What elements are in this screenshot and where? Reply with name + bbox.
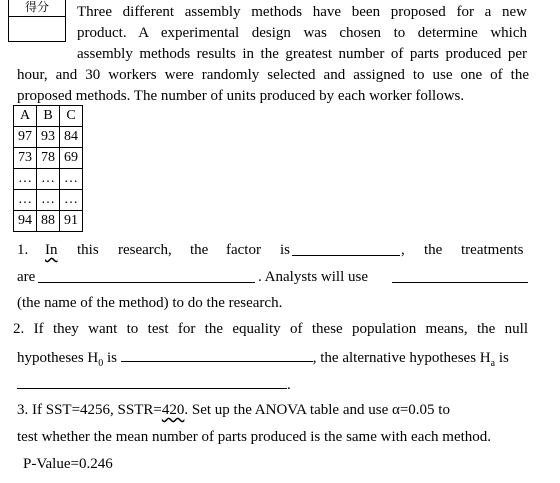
table-row xyxy=(14,127,83,148)
intro-line-5: proposed methods. The number of units produced by each worker follows. xyxy=(17,88,465,104)
header-a: A xyxy=(14,106,37,127)
treatments-blank[interactable] xyxy=(38,269,255,288)
ha-blank[interactable] xyxy=(17,375,287,389)
q1-analysts: . Analysts will use xyxy=(258,269,369,285)
table-cell: … xyxy=(60,169,83,190)
q1-word-research: research, xyxy=(118,242,172,258)
score-box xyxy=(8,0,66,42)
q1-word-treatments: treatments xyxy=(461,242,524,258)
q3-line-1: 3. If SST=4256, SSTR=420. Set up the ANOVA table and use α=0.05 to xyxy=(17,402,450,418)
table-cell: 93 xyxy=(37,127,60,148)
header-c: C xyxy=(60,106,83,127)
table-row xyxy=(14,211,83,232)
table-cell: … xyxy=(14,190,37,211)
q1-word-the: the xyxy=(190,242,209,258)
factor-blank[interactable] xyxy=(292,242,400,261)
table-cell: … xyxy=(37,190,60,211)
table-row xyxy=(14,148,83,169)
q3-line-2: test whether the mean number of parts produced is the same with each method. xyxy=(17,429,492,445)
q1-word-the-2: the xyxy=(424,242,443,258)
q1-word-in: In xyxy=(45,242,58,258)
h0-subscript: 0 xyxy=(98,358,104,369)
ha-subscript: a xyxy=(490,358,496,369)
q1-word-is: is xyxy=(280,242,291,258)
table-cell: 69 xyxy=(60,148,83,169)
q1-comma: , xyxy=(401,242,405,258)
table-row xyxy=(14,190,83,211)
table-header-row xyxy=(14,106,83,127)
table-cell: 94 xyxy=(14,211,37,232)
q1-are: are xyxy=(17,269,36,285)
table-cell: 97 xyxy=(14,127,37,148)
q2-line-2: hypotheses $H_0$ is , the alternative hypotheses $H_a$ is xyxy=(17,350,509,369)
table-cell: 78 xyxy=(37,148,60,169)
intro-line-1: Three different assembly methods have been proposed for a new xyxy=(77,4,527,20)
table-row xyxy=(14,169,83,190)
intro-line-2: product. A experimental design was chosen to determine which xyxy=(77,25,527,41)
q1-word-this: this xyxy=(77,242,99,258)
table-cell: 88 xyxy=(37,211,60,232)
header-b: B xyxy=(37,106,60,127)
q1-word-factor: factor xyxy=(226,242,261,258)
method-blank[interactable] xyxy=(392,269,528,288)
table-cell: … xyxy=(60,190,83,211)
q2-line-1: 2. If they want to test for the equality of these population means, the null xyxy=(13,321,528,337)
production-table xyxy=(13,105,83,232)
table-cell: 73 xyxy=(14,148,37,169)
score-label: 得分 xyxy=(9,0,65,17)
p-value: P-Value=0.246 xyxy=(23,456,113,472)
q2-line-3: . xyxy=(17,375,291,394)
intro-line-4: hour, and 30 workers were randomly selected and assigned to use one of the xyxy=(17,67,529,83)
intro-line-3: assembly methods results in the greatest number of parts produced per xyxy=(77,46,527,62)
sstr-value: 420 xyxy=(161,402,185,418)
table-cell: … xyxy=(14,169,37,190)
h0-blank[interactable] xyxy=(121,348,313,362)
table-cell: … xyxy=(37,169,60,190)
q1-method-note: (the name of the method) to do the research. xyxy=(17,295,283,311)
table-cell: 84 xyxy=(60,127,83,148)
table-cell: 91 xyxy=(60,211,83,232)
q1-number: 1. xyxy=(17,242,29,258)
